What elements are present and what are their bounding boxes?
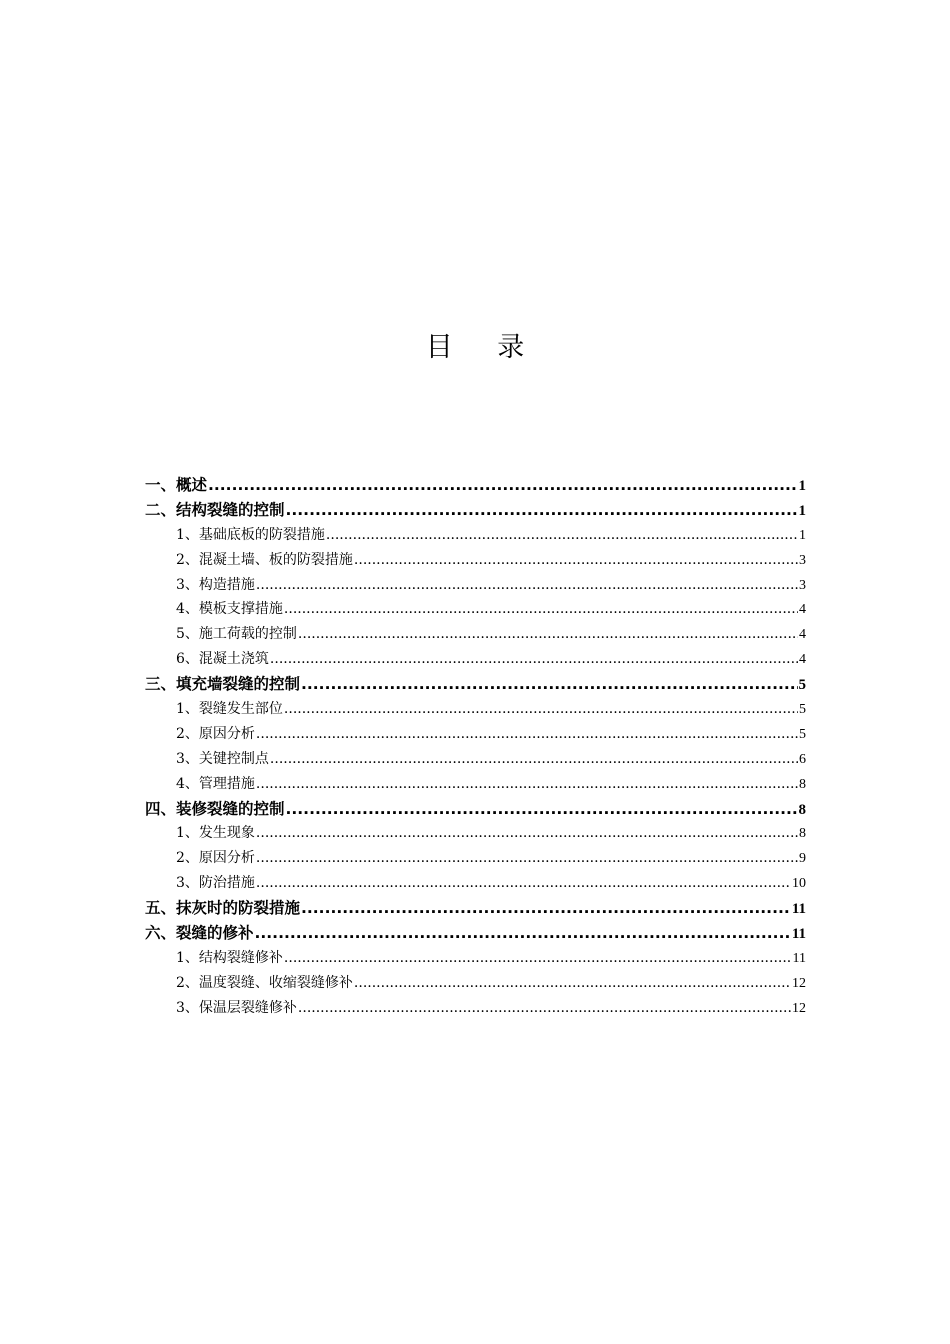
toc-subsection-entry[interactable] <box>145 772 806 797</box>
toc-entry-title: 1、结构裂缝修补 <box>176 949 283 966</box>
toc-dot-leader <box>286 797 798 822</box>
toc-dot-leader <box>256 846 798 871</box>
toc-page-number: 1 <box>798 502 806 519</box>
toc-subsection-entry[interactable] <box>145 846 806 871</box>
toc-entry-title: 一、概述 <box>145 476 208 494</box>
toc-dot-leader <box>270 647 798 672</box>
toc-page-number: 5 <box>799 726 806 742</box>
toc-dot-leader <box>208 473 797 498</box>
toc-page-number: 12 <box>792 1000 806 1016</box>
toc-dot-leader <box>284 697 798 722</box>
toc-dot-leader <box>256 821 798 846</box>
toc-subsection-entry[interactable] <box>145 548 806 573</box>
toc-section-entry[interactable] <box>145 473 806 498</box>
toc-entry-title: 六、裂缝的修补 <box>145 924 254 943</box>
toc-page-number: 8 <box>798 801 806 818</box>
toc-entry-title: 1、发生现象 <box>176 825 255 842</box>
toc-page-number: 3 <box>799 552 806 568</box>
toc-subsection-entry[interactable] <box>145 996 806 1021</box>
toc-subsection-entry[interactable] <box>145 747 806 772</box>
toc-entry-title: 2、混凝土墙、板的防裂措施 <box>176 551 353 568</box>
toc-entry-title: 1、基础底板的防裂措施 <box>176 526 325 543</box>
toc-page-number: 11 <box>791 926 806 943</box>
toc-entry-title: 2、温度裂缝、收缩裂缝修补 <box>176 974 353 991</box>
toc-subsection-entry[interactable] <box>145 523 806 548</box>
toc-page-number: 10 <box>792 876 806 892</box>
toc-page-number: 4 <box>799 627 806 643</box>
toc-page-number: 11 <box>791 901 806 918</box>
toc-dot-leader <box>354 971 791 996</box>
toc-dot-leader <box>284 946 792 971</box>
toc-entry-title: 二、结构裂缝的控制 <box>145 500 285 519</box>
toc-subsection-entry[interactable] <box>145 573 806 598</box>
toc-dot-leader <box>256 772 798 797</box>
toc-page-number: 4 <box>799 652 806 668</box>
toc-page-number: 8 <box>799 826 806 842</box>
toc-entry-title: 4、管理措施 <box>176 775 255 792</box>
toc-entry-title: 2、原因分析 <box>176 725 255 742</box>
toc-entry-title: 三、填充墙裂缝的控制 <box>145 675 301 694</box>
toc-dot-leader <box>286 498 798 523</box>
toc-subsection-entry[interactable] <box>145 971 806 996</box>
toc-entry-title: 3、关键控制点 <box>176 750 269 767</box>
toc-section-entry[interactable] <box>145 498 806 523</box>
toc-page-number: 5 <box>798 677 806 694</box>
toc-subsection-entry[interactable] <box>145 622 806 647</box>
toc-subsection-entry[interactable] <box>145 821 806 846</box>
toc-dot-leader <box>298 622 798 647</box>
toc-page-number: 3 <box>799 577 806 593</box>
toc-page-number: 12 <box>792 975 806 991</box>
toc-entry-title: 5、施工荷载的控制 <box>176 626 297 643</box>
toc-page-number: 11 <box>792 950 806 966</box>
toc-section-entry[interactable] <box>145 797 806 822</box>
toc-entry-title: 4、模板支撑措施 <box>176 601 283 618</box>
toc-section-entry[interactable] <box>145 672 806 697</box>
toc-dot-leader <box>301 672 797 697</box>
toc-page-number: 8 <box>799 776 806 792</box>
toc-page-number: 1 <box>799 527 806 543</box>
toc-subsection-entry[interactable] <box>145 722 806 747</box>
toc-dot-leader <box>298 996 791 1021</box>
toc-dot-leader <box>301 896 791 921</box>
toc-dot-leader <box>255 921 791 946</box>
toc-entry-title: 6、混凝土浇筑 <box>176 651 269 668</box>
toc-section-entry[interactable] <box>145 921 806 946</box>
toc-entry-title: 2、原因分析 <box>176 850 255 867</box>
toc-entry-title: 四、装修裂缝的控制 <box>145 799 285 818</box>
toc-page-number: 6 <box>799 751 806 767</box>
toc-subsection-entry[interactable] <box>145 597 806 622</box>
toc-dot-leader <box>326 523 798 548</box>
toc-dot-leader <box>284 597 798 622</box>
toc-page-number: 1 <box>798 478 806 494</box>
toc-dot-leader <box>354 548 798 573</box>
toc-page-number: 5 <box>799 702 806 718</box>
toc-page-number: 4 <box>799 602 806 618</box>
toc-dot-leader <box>256 722 798 747</box>
toc-section-entry[interactable] <box>145 896 806 921</box>
toc-subsection-entry[interactable] <box>145 871 806 896</box>
table-of-contents <box>145 473 806 1021</box>
toc-entry-title: 3、保温层裂缝修补 <box>176 999 297 1016</box>
toc-entry-title: 五、抹灰时的防裂措施 <box>145 899 301 918</box>
toc-subsection-entry[interactable] <box>145 647 806 672</box>
toc-dot-leader <box>256 573 798 598</box>
toc-entry-title: 3、构造措施 <box>176 576 255 593</box>
toc-dot-leader <box>256 871 791 896</box>
toc-subsection-entry[interactable] <box>145 946 806 971</box>
toc-subsection-entry[interactable] <box>145 697 806 722</box>
page-title: 目 录 <box>425 332 543 363</box>
toc-entry-title: 3、防治措施 <box>176 875 255 892</box>
toc-page-number: 9 <box>799 851 806 867</box>
toc-dot-leader <box>270 747 798 772</box>
toc-entry-title: 1、裂缝发生部位 <box>176 701 283 718</box>
